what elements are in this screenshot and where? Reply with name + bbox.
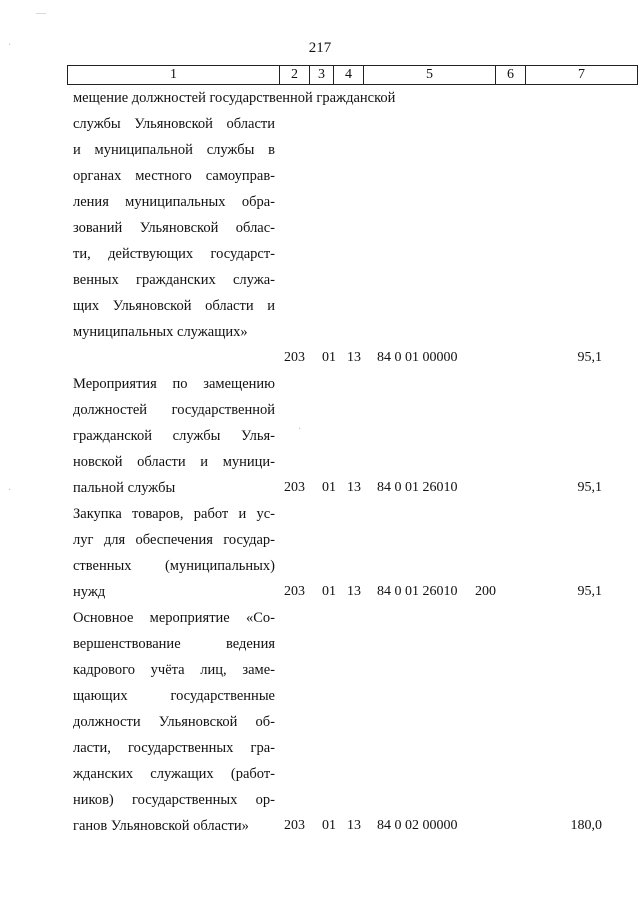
cell-code: 203 [284, 584, 305, 599]
scan-mark: · [298, 424, 302, 435]
description-line: щающих государственные [73, 688, 275, 704]
description-line: муниципальных служащих» [73, 324, 248, 340]
description-line: щих Ульяновской области и [73, 298, 275, 314]
description-line: ласти, государственных гра- [73, 740, 275, 756]
description-line: зований Ульяновской облас- [73, 220, 275, 236]
description-line: вершенствование ведения [73, 636, 275, 652]
cell-target-article: 84 0 02 00000 [377, 818, 458, 833]
row-description [73, 85, 396, 345]
description-line: должности Ульяновской об- [73, 714, 275, 730]
column-header-1: 1 [68, 66, 280, 85]
page-number: 217 [308, 40, 332, 56]
cell-subsection: 13 [347, 480, 361, 495]
description-line: ственных (муниципальных) [73, 558, 275, 574]
description-line: мещение должностей государственной гражданской [73, 90, 396, 106]
description-line: ления муниципальных обра- [73, 194, 275, 210]
description-line: Мероприятия по замещению [73, 376, 275, 392]
description-line: органах местного самоуправ- [73, 168, 275, 184]
row-description [73, 371, 275, 501]
scan-mark: · [8, 485, 12, 496]
description-line: ганов Ульяновской области» [73, 818, 249, 834]
description-line: пальной службы [73, 480, 176, 496]
cell-amount: 95,1 [577, 584, 602, 599]
description-line: новской области и муници- [73, 454, 275, 470]
cell-section: 01 [322, 584, 336, 599]
cell-section: 01 [322, 350, 336, 365]
description-line: венных гражданских служа- [73, 272, 275, 288]
column-header-3: 3 [310, 66, 334, 85]
description-line: гражданской службы Улья- [73, 428, 275, 444]
cell-target-article: 84 0 01 26010 [377, 480, 458, 495]
cell-section: 01 [322, 818, 336, 833]
column-header-6: 6 [496, 66, 526, 85]
column-header-4: 4 [334, 66, 364, 85]
scan-mark: · [8, 40, 12, 51]
description-line: Закупка товаров, работ и ус- [73, 506, 275, 522]
column-header-7: 7 [526, 66, 638, 85]
cell-subsection: 13 [347, 818, 361, 833]
description-line: ников) государственных ор- [73, 792, 275, 808]
cell-amount: 95,1 [577, 350, 602, 365]
cell-subsection: 13 [347, 350, 361, 365]
column-header-2: 2 [280, 66, 310, 85]
column-header-row [68, 66, 638, 85]
row-description [73, 501, 275, 605]
description-line: жданских служащих (работ- [73, 766, 275, 782]
cell-target-article: 84 0 01 26010 [377, 584, 458, 599]
description-line: службы Ульяновской области [73, 116, 275, 132]
scan-mark: — [36, 8, 46, 19]
cell-section: 01 [322, 480, 336, 495]
row-description [73, 605, 275, 839]
cell-amount: 95,1 [577, 480, 602, 495]
description-line: кадрового учёта лиц, заме- [73, 662, 275, 678]
description-line: и муниципальной службы в [73, 142, 275, 158]
description-line: ти, действующих государст- [73, 246, 275, 262]
cell-code: 203 [284, 818, 305, 833]
cell-code: 203 [284, 350, 305, 365]
cell-expense-type: 200 [475, 584, 496, 599]
cell-target-article: 84 0 01 00000 [377, 350, 458, 365]
description-line: нужд [73, 584, 106, 600]
description-line: должностей государственной [73, 402, 275, 418]
column-header-table [67, 65, 638, 85]
cell-subsection: 13 [347, 584, 361, 599]
cell-amount: 180,0 [570, 818, 602, 833]
column-header-5: 5 [364, 66, 496, 85]
description-line: Основное мероприятие «Со- [73, 610, 275, 626]
description-line: луг для обеспечения государ- [73, 532, 275, 548]
cell-code: 203 [284, 480, 305, 495]
